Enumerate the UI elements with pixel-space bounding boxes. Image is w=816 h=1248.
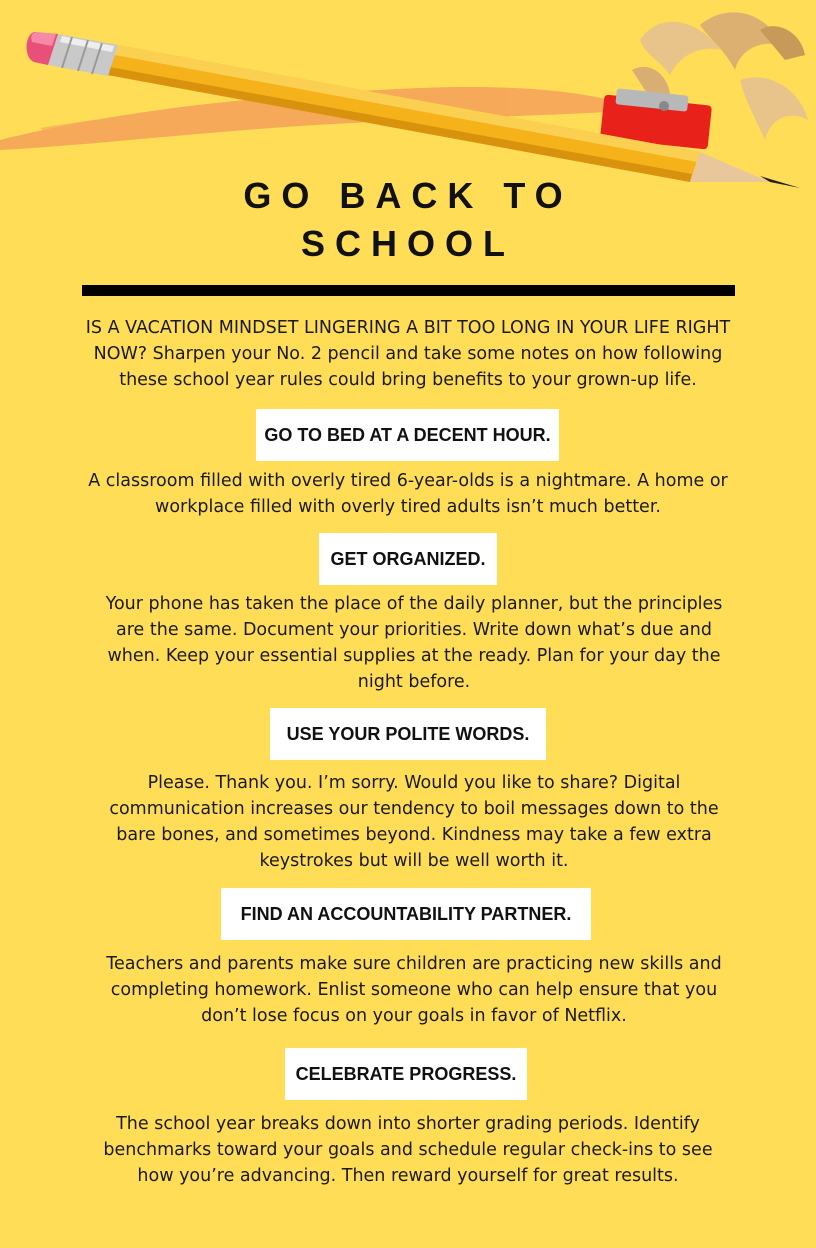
title-line-2: SCHOOL	[300, 223, 515, 264]
section-body-accountability: Teachers and parents make sure children are practicing new skills and completing homework. Enlist someone who can help ensure that you don’t lose focus on your goals in favor of Netflix.	[106, 954, 722, 1026]
section-heading-progress: CELEBRATE PROGRESS.	[285, 1048, 527, 1100]
pencil-illustration	[0, 0, 816, 200]
section-body-polite: Please. Thank you. I’m sorry. Would you like to share? Digital communication increases our tendency to boil messages down to the bare bones, and sometimes beyond. Kindness may take a few extra keystrokes but will be well worth it.	[109, 773, 719, 871]
section-body-organized: Your phone has taken the place of the daily planner, but the principles are the same. Document your priorities. Write down what’s due and when. Keep your essential supplies at the ready. Plan for your day the night before.	[105, 594, 723, 692]
title-divider	[82, 285, 735, 296]
section-heading-polite: USE YOUR POLITE WORDS.	[270, 708, 546, 760]
section-heading-bedtime: GO TO BED AT A DECENT HOUR.	[256, 409, 559, 461]
section-heading-accountability: FIND AN ACCOUNTABILITY PARTNER.	[221, 888, 591, 940]
section-body-bedtime: A classroom filled with overly tired 6-year-olds is a nightmare. A home or workplace filled with overly tired adults isn’t much better.	[88, 471, 728, 517]
intro-text: IS A VACATION MINDSET LINGERING A BIT TOO LONG IN YOUR LIFE RIGHT NOW? Sharpen your No. 2 pencil and take some notes on how following these school year rules could bring benefits to your grown-up life.	[85, 318, 731, 390]
section-heading-organized: GET ORGANIZED.	[319, 533, 497, 585]
title-line-1: GO BACK TO	[243, 175, 573, 216]
page-title	[0, 172, 816, 268]
section-body-progress: The school year breaks down into shorter grading periods. Identify benchmarks toward your goals and schedule regular check-ins to see how you’re advancing. Then reward yourself for great results.	[103, 1114, 713, 1186]
